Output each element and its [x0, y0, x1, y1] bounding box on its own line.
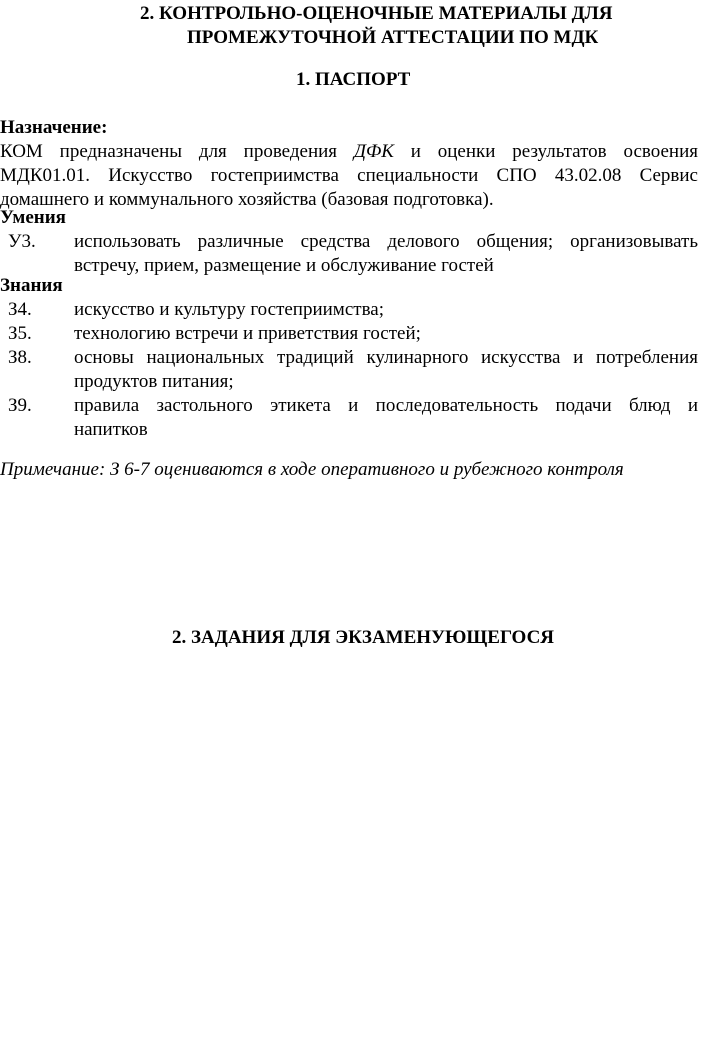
knowledge-item [0, 298, 698, 322]
knowledge-item [0, 346, 698, 394]
purpose-line-2: МДК01.01. Искусство гостеприимства специальности СПО 43.02.08 Сервис [0, 165, 698, 186]
knowledge-section [0, 274, 704, 442]
purpose-line-1-italic: ДФК [353, 141, 394, 162]
knowledge-code: З5. [8, 323, 32, 344]
skill-code: У3. [8, 231, 36, 252]
knowledge-text-line-2: напитков [74, 419, 148, 440]
purpose-paragraph [0, 140, 698, 212]
knowledge-text-line-1: технологию встречи и приветствия гостей; [74, 323, 421, 344]
knowledge-text [74, 394, 698, 442]
main-heading [0, 2, 704, 50]
skills-label: Умения [0, 207, 66, 228]
knowledge-text-line-1: основы национальных традиций кулинарного искусства и потребления [74, 347, 698, 368]
main-heading-line-2: ПРОМЕЖУТОЧНОЙ АТТЕСТАЦИИ ПО МДК [187, 27, 599, 48]
skill-text-line-1: использовать различные средства делового общения; организовывать [74, 231, 698, 252]
purpose-line-1-b: и оценки результатов освоения [393, 141, 698, 162]
knowledge-item [0, 394, 698, 442]
purpose-line-1-a: КОМ предназначены для проведения [0, 141, 354, 162]
skill-text [74, 230, 698, 278]
knowledge-text-line-2: продуктов питания; [74, 371, 234, 392]
purpose-line-3: домашнего и коммунального хозяйства (базовая подготовка). [0, 189, 494, 210]
note-text: Примечание: З 6-7 оцениваются в ходе оперативного и рубежного контроля [0, 459, 624, 480]
passport-heading: 1. ПАСПОРТ [296, 69, 411, 90]
knowledge-text-line-1: искусство и культуру гостеприимства; [74, 299, 385, 320]
purpose-line-1 [0, 140, 698, 164]
purpose-section [0, 116, 704, 212]
skill-text-line-2: встречу, прием, размещение и обслуживание гостей [74, 255, 494, 276]
knowledge-text-line-1: правила застольного этикета и последовательность подачи блюд и [74, 395, 698, 416]
knowledge-text [74, 322, 698, 346]
purpose-label: Назначение: [0, 117, 108, 138]
knowledge-code: З9. [8, 395, 32, 416]
skills-section [0, 206, 704, 278]
knowledge-label: Знания [0, 275, 63, 296]
tasks-heading: 2. ЗАДАНИЯ ДЛЯ ЭКЗАМЕНУЮЩЕГОСЯ [172, 627, 555, 648]
knowledge-code: З4. [8, 299, 32, 320]
main-heading-line-1: 2. КОНТРОЛЬНО-ОЦЕНОЧНЫЕ МАТЕРИАЛЫ ДЛЯ [140, 3, 613, 24]
knowledge-item [0, 322, 698, 346]
knowledge-text [74, 346, 698, 394]
skill-item [0, 230, 698, 278]
knowledge-code: З8. [8, 347, 32, 368]
knowledge-text [74, 298, 698, 322]
